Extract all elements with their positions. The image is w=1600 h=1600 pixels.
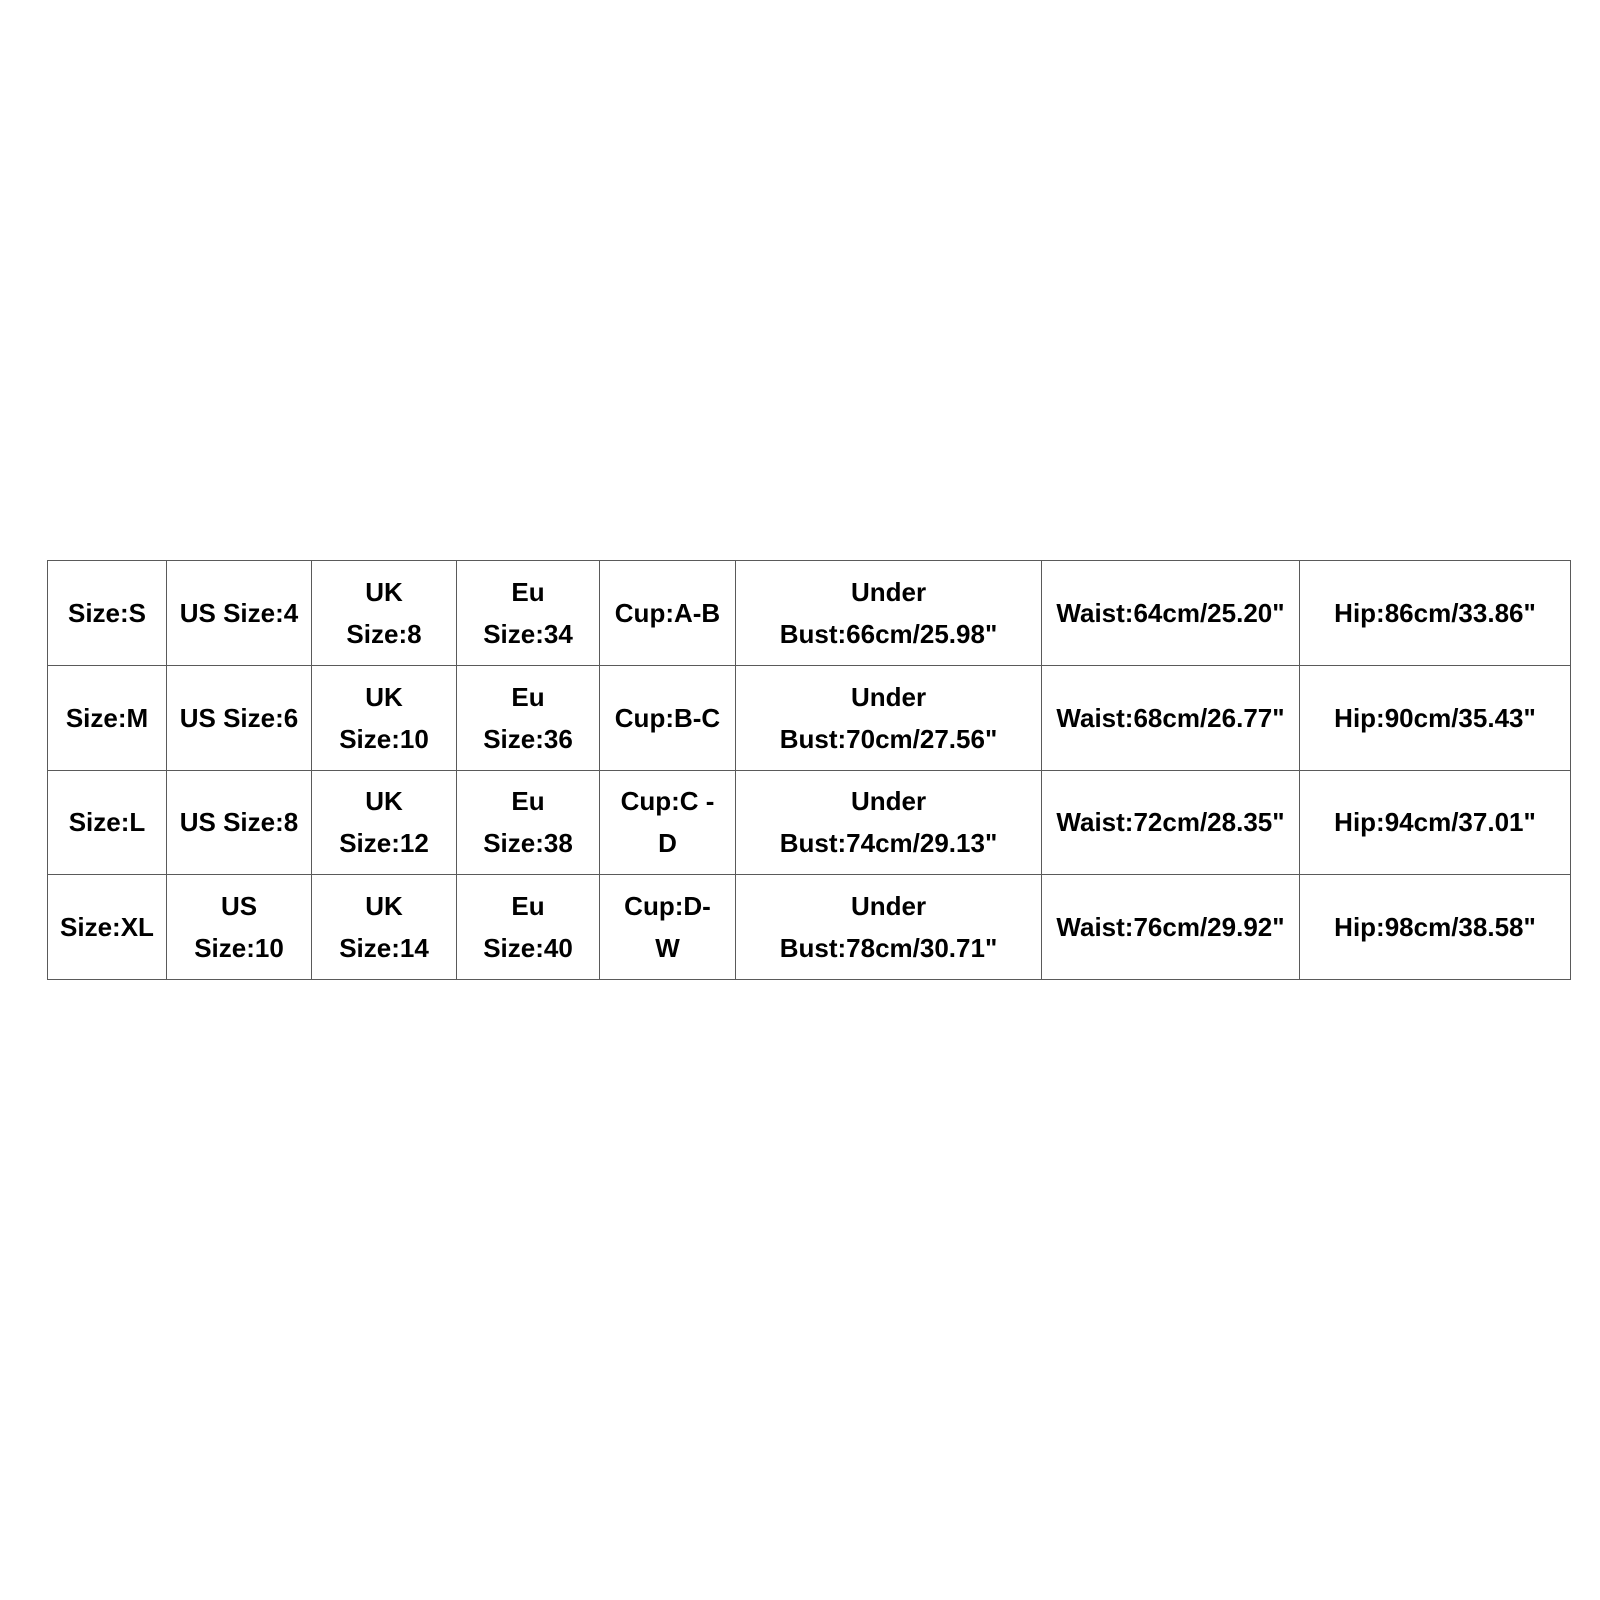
us-size-cell: US Size:4 (167, 561, 312, 666)
eu-size-cell: Eu Size:38 (457, 770, 600, 875)
cup-cell: Cup:B-C (600, 665, 736, 770)
eu-size-cell: Eu Size:36 (457, 665, 600, 770)
uk-size-cell: UK Size:8 (312, 561, 457, 666)
waist-cell: Waist:68cm/26.77" (1042, 665, 1300, 770)
eu-size-cell: Eu Size:34 (457, 561, 600, 666)
cup-cell: Cup:A-B (600, 561, 736, 666)
table-row (48, 875, 1571, 980)
size-cell: Size:L (48, 770, 167, 875)
hip-cell: Hip:86cm/33.86" (1300, 561, 1571, 666)
size-cell: Size:M (48, 665, 167, 770)
us-size-cell: US Size:6 (167, 665, 312, 770)
us-size-cell: US Size:8 (167, 770, 312, 875)
hip-cell: Hip:94cm/37.01" (1300, 770, 1571, 875)
uk-size-cell: UK Size:12 (312, 770, 457, 875)
size-cell: Size:XL (48, 875, 167, 980)
cup-cell: Cup:C - D (600, 770, 736, 875)
us-size-cell: US Size:10 (167, 875, 312, 980)
size-cell: Size:S (48, 561, 167, 666)
waist-cell: Waist:64cm/25.20" (1042, 561, 1300, 666)
table-row (48, 770, 1571, 875)
waist-cell: Waist:76cm/29.92" (1042, 875, 1300, 980)
waist-cell: Waist:72cm/28.35" (1042, 770, 1300, 875)
under-bust-cell: Under Bust:78cm/30.71" (736, 875, 1042, 980)
hip-cell: Hip:90cm/35.43" (1300, 665, 1571, 770)
cup-cell: Cup:D- W (600, 875, 736, 980)
uk-size-cell: UK Size:10 (312, 665, 457, 770)
size-chart-table (47, 560, 1571, 980)
uk-size-cell: UK Size:14 (312, 875, 457, 980)
table-row (48, 665, 1571, 770)
table-row (48, 561, 1571, 666)
under-bust-cell: Under Bust:70cm/27.56" (736, 665, 1042, 770)
under-bust-cell: Under Bust:66cm/25.98" (736, 561, 1042, 666)
eu-size-cell: Eu Size:40 (457, 875, 600, 980)
hip-cell: Hip:98cm/38.58" (1300, 875, 1571, 980)
under-bust-cell: Under Bust:74cm/29.13" (736, 770, 1042, 875)
